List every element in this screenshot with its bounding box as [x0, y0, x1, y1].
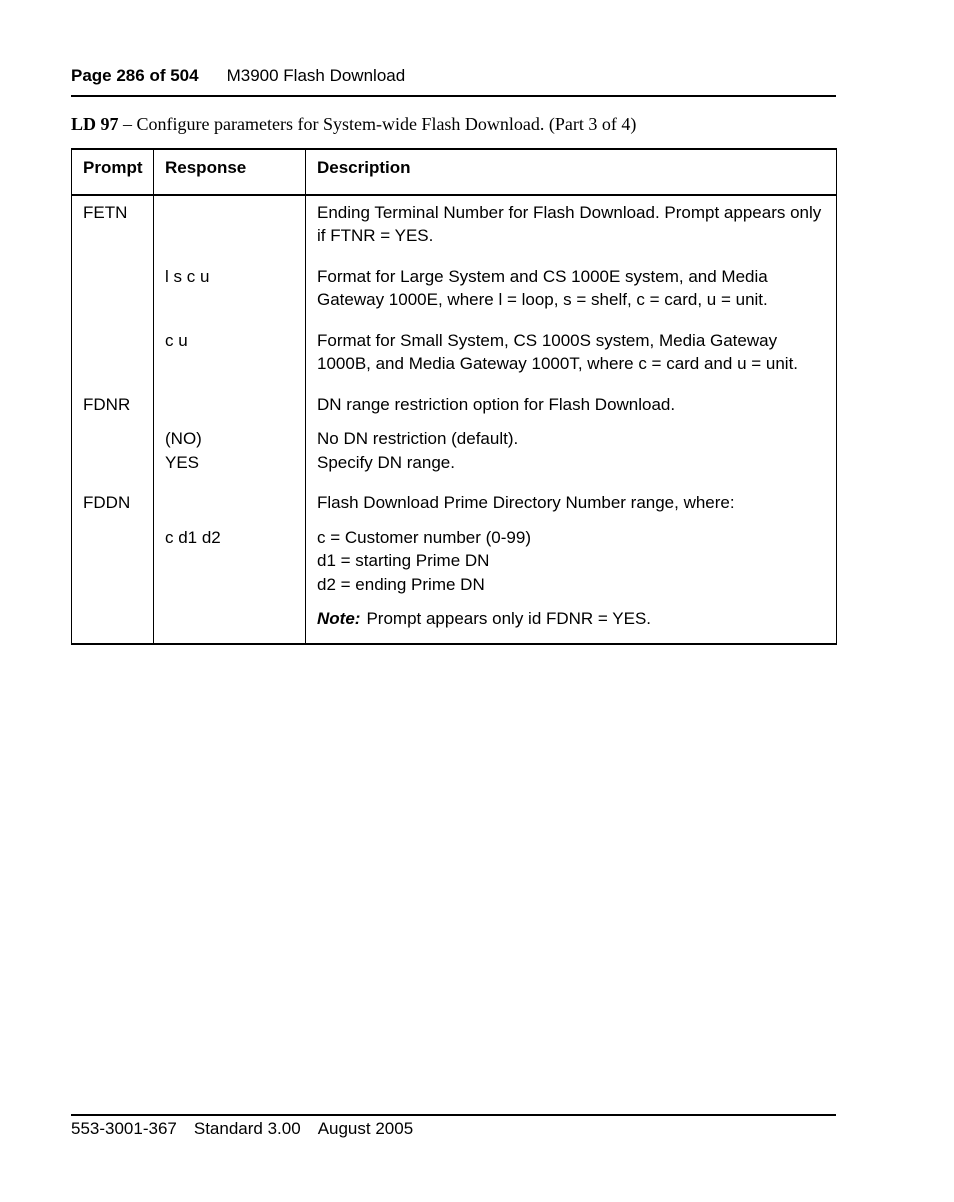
response-cell: [154, 195, 306, 248]
document-title: M3900 Flash Download: [226, 66, 406, 85]
table-row: [72, 312, 837, 376]
page-footer: [71, 1117, 836, 1141]
header-rule: [71, 95, 836, 97]
description-cell: Ending Terminal Number for Flash Download. Prompt appears only if FTNR = YES.: [306, 195, 837, 248]
response-cell: [154, 596, 306, 644]
prompt-cell: FDDN: [72, 474, 154, 515]
table-row: [72, 474, 837, 515]
footer-rule: [71, 1114, 836, 1116]
prompt-cell: [72, 515, 154, 597]
page-header: [71, 64, 836, 88]
table-row: [72, 596, 837, 644]
description-cell: DN range restriction option for Flash Download.: [306, 376, 837, 417]
description-line: Specify DN range.: [317, 452, 455, 472]
description-line: d1 = starting Prime DN: [317, 551, 490, 570]
table-row: [72, 416, 837, 474]
document-standard: Standard 3.00: [193, 1119, 301, 1138]
document-date: August 2005: [317, 1119, 414, 1138]
document-number: 553-3001-367: [71, 1119, 177, 1138]
table-row: [72, 376, 837, 417]
description-cell: Format for Small System, CS 1000S system, Media Gateway 1000B, and Media Gateway 1000T, where c = card and u = unit.: [306, 312, 837, 376]
description-line: c = Customer number (0-99): [317, 527, 531, 547]
note-cell: [306, 596, 837, 644]
caption-text: – Configure parameters for System-wide Flash Download. (Part 3 of 4): [118, 114, 637, 134]
response-cell: c d1 d2: [154, 515, 306, 597]
prompt-cell: [72, 312, 154, 376]
note-text: Prompt appears only id FDNR = YES.: [366, 609, 652, 628]
prompt-cell: [72, 248, 154, 312]
response-cell: [154, 474, 306, 515]
table-caption: [71, 112, 836, 136]
table-row: [72, 248, 837, 312]
prompt-cell: FDNR: [72, 376, 154, 417]
response-cell: [154, 376, 306, 417]
description-cell: Flash Download Prime Directory Number range, where:: [306, 474, 837, 515]
column-header-description: Description: [306, 149, 837, 195]
table-header-row: [72, 149, 837, 195]
response-cell: [154, 416, 306, 474]
description-line: d2 = ending Prime DN: [317, 574, 485, 594]
caption-overlay-id: LD 97: [71, 114, 119, 134]
table-row: [72, 195, 837, 248]
description-cell: [306, 515, 837, 597]
column-header-prompt: Prompt: [72, 149, 154, 195]
column-header-response: Response: [154, 149, 306, 195]
description-line: No DN restriction (default).: [317, 429, 519, 448]
prompt-cell: FETN: [72, 195, 154, 248]
response-line: (NO): [165, 429, 202, 448]
page-number: Page 286 of 504: [71, 66, 199, 85]
prompt-cell: [72, 596, 154, 644]
response-line: YES: [165, 452, 200, 472]
table-row: [72, 515, 837, 597]
note-label: Note:: [317, 609, 361, 628]
response-cell: l s c u: [154, 248, 306, 312]
parameters-table: [71, 148, 837, 645]
description-cell: [306, 416, 837, 474]
description-cell: Format for Large System and CS 1000E system, and Media Gateway 1000E, where l = loop, s = shelf, c = card, u = unit.: [306, 248, 837, 312]
prompt-cell: [72, 416, 154, 474]
response-cell: c u: [154, 312, 306, 376]
